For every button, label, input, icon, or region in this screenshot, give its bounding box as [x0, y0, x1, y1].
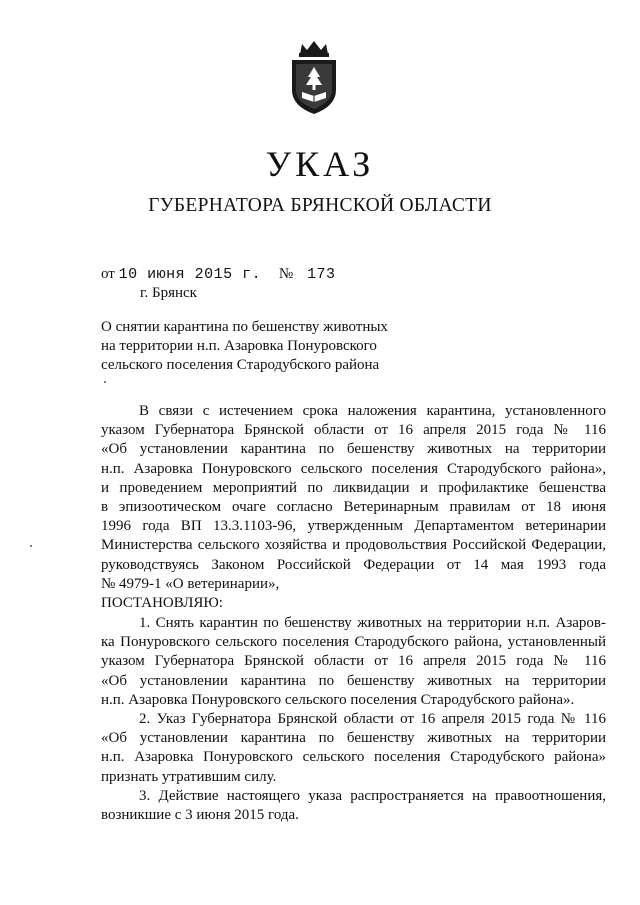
subject-heading [101, 318, 388, 375]
clause-1-line: 1. Снять карантин по бешенству животных на территории н.п. Азаров- [139, 615, 606, 631]
text-line: указом Губернатора Брянской области от 16 апреля 2015 года № 116 [101, 422, 606, 439]
document-subtitle: ГУБЕРНАТОРА БРЯНСКОЙ ОБЛАСТИ [148, 195, 492, 216]
clauses-section [101, 614, 606, 825]
scan-speck [30, 545, 32, 547]
text-line: «Об установлении карантина по бешенству животных на территории [101, 441, 606, 458]
city: г. Брянск [140, 285, 197, 301]
preamble-paragraph [101, 402, 606, 613]
text-line: Министерства сельского хозяйства и продовольствия Российской Федерации, [101, 537, 606, 554]
number-sign: № [278, 266, 294, 282]
clause-1-line: указом Губернатора Брянской области от 16 апреля 2015 года № 116 [101, 653, 606, 670]
subject-line: О снятии карантина по бешенству животных [101, 319, 388, 335]
document-title: УКАЗ [265, 144, 375, 184]
subject-line: сельского поселения Стародубского района [101, 357, 380, 373]
text-line: В связи с истечением срока наложения карантина, установленного [139, 403, 606, 419]
date-prefix: от [101, 266, 115, 282]
clause-2-line: н.п. Азаровка Понуровского сельского поселения Стародубского района» [101, 749, 606, 766]
clause-3-line: 3. Действие настоящего указа распространяется на правоотношения, [139, 787, 606, 804]
clause-3-line: возникшие с 3 июня 2015 года. [101, 807, 299, 824]
date-line [101, 264, 335, 285]
text-line: н.п. Азаровка Понуровского сельского поселения Стародубского района», [101, 460, 606, 477]
scan-speck [104, 381, 106, 383]
clause-2-line: признать утратившим силу. [101, 768, 277, 785]
date-value: 10 июня 2015 г. [118, 266, 262, 283]
text-line: 1996 года ВП 13.3.1103-96, утвержденным Департаментом ветеринарии [101, 518, 606, 535]
decree-keyword: ПОСТАНОВЛЯЮ: [101, 595, 223, 612]
subject-line: на территории н.п. Азаровка Понуровского [101, 338, 377, 354]
number-value: 173 [306, 266, 336, 283]
clause-2-line: «Об установлении карантина по бешенству животных на территории [101, 730, 606, 747]
text-line: в эпизоотическом очаге согласно Ветеринарным правилам от 18 июня [101, 499, 606, 516]
clause-1-line: «Об установлении карантина по бешенству животных на территории [101, 672, 606, 689]
text-line: руководствуясь Законом Российской Федерации от 14 мая 1993 года [101, 556, 606, 573]
clause-1-line: н.п. Азаровка Понуровского сельского поселения Стародубского района». [101, 691, 575, 708]
text-line: и проведением мероприятий по ликвидации и профилактике бешенства [101, 479, 606, 496]
text-line: № 4979-1 «О ветеринарии», [101, 575, 280, 592]
clause-2-line: 2. Указ Губернатора Брянской области от 16 апреля 2015 года № 116 [139, 711, 606, 728]
clause-1-line: ка Понуровского сельского поселения Стародубского района, установленный [101, 634, 606, 651]
coat-of-arms-icon [286, 40, 342, 118]
